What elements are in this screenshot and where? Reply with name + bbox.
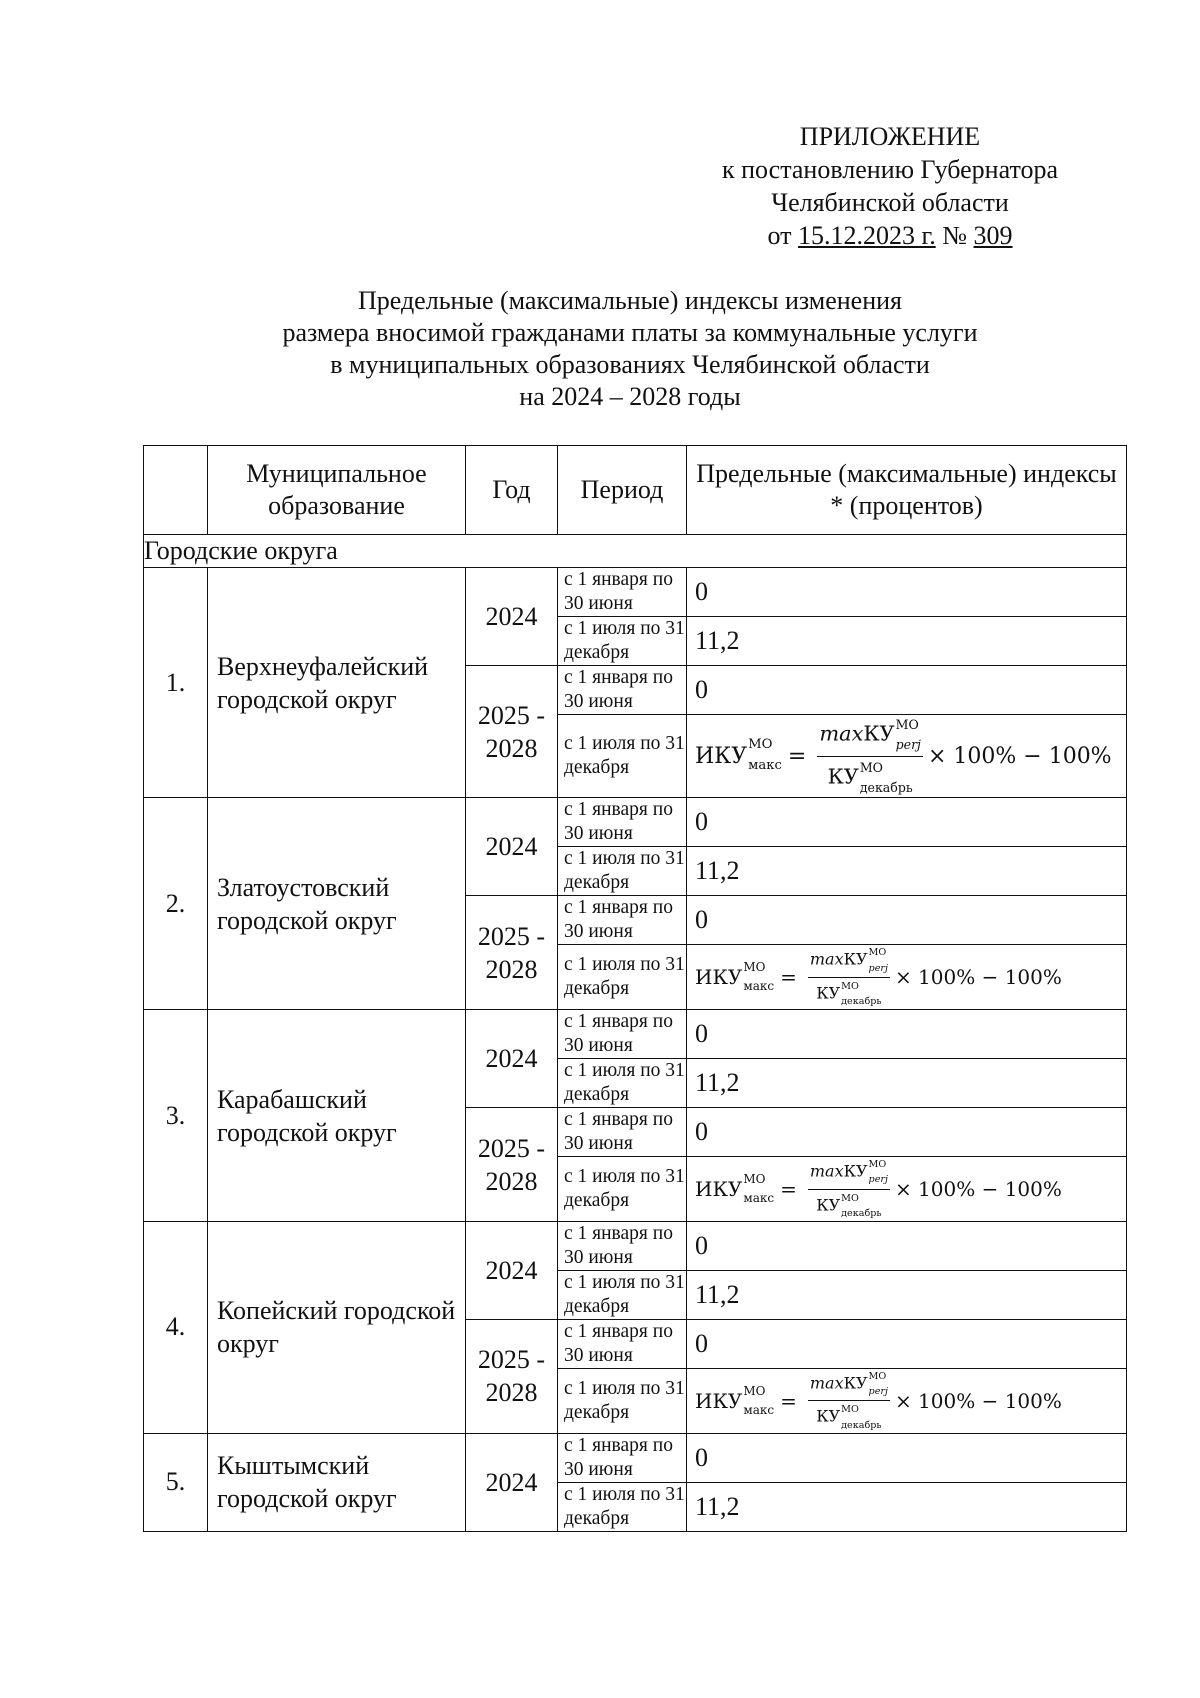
municipality-name: Кыштымский городской округ <box>208 1433 466 1531</box>
year-cell: 2024 <box>466 1433 558 1531</box>
index-value: 11,2 <box>687 1482 1127 1531</box>
formula-num-scripts <box>869 1157 888 1187</box>
formula-den-sub: декабрь <box>841 996 882 1008</box>
period-cell: с 1 января по 30 июня <box>558 1222 687 1271</box>
formula-lhs-sub: макс <box>743 1402 775 1417</box>
formula-num-scripts <box>869 1369 888 1399</box>
title-line-3: в муниципальных образованиях Челябинской области <box>330 350 930 379</box>
formula-lhs: ИКУ <box>695 1177 743 1202</box>
municipality-name: Златоустовский городской округ <box>208 798 466 1010</box>
formula-num-sup: МО <box>868 947 887 959</box>
formula-den-scripts <box>841 1191 881 1221</box>
formula-lhs-scripts <box>743 1170 774 1208</box>
formula-den-sub: декабрь <box>841 1207 882 1219</box>
table-body <box>144 568 1127 1532</box>
formula-den-scripts <box>860 758 913 798</box>
index-value: 0 <box>687 568 1127 617</box>
formula-num-sup: МО <box>868 1159 887 1171</box>
period-cell: с 1 января по 30 июня <box>558 1433 687 1482</box>
title-line-2: размера вносимой гражданами платы за коммунальные услуги <box>282 318 978 347</box>
formula-denominator <box>814 1401 883 1432</box>
formula-lhs-sup: МО <box>743 1172 766 1187</box>
formula-lhs-scripts <box>743 958 774 996</box>
period-cell: с 1 января по 30 июня <box>558 798 687 847</box>
row-number: 5. <box>144 1433 208 1531</box>
table-row <box>144 568 1127 617</box>
formula-num-scripts <box>869 945 888 975</box>
year-cell: 2025 - 2028 <box>466 1320 558 1434</box>
index-value: 11,2 <box>687 847 1127 896</box>
formula-tail: × 100% − 100% <box>927 743 1112 769</box>
formula-num-sup: МО <box>895 717 919 732</box>
formula-num-sub: perj <box>868 1174 888 1186</box>
formula-lhs-sub: макс <box>743 979 775 994</box>
period-cell: с 1 января по 30 июня <box>558 1010 687 1059</box>
index-formula-cell <box>687 715 1127 798</box>
index-formula <box>695 1369 1062 1433</box>
formula-denominator <box>826 757 915 798</box>
formula-lhs-sub: макс <box>748 758 782 774</box>
formula-denominator <box>814 978 883 1009</box>
formula-den-sub: декабрь <box>859 779 913 795</box>
period-cell: с 1 июля по 31 декабря <box>558 617 687 666</box>
row-number: 2. <box>144 798 208 1010</box>
title-line-1: Предельные (максимальные) индексы изменения <box>357 286 902 315</box>
formula-den-sub: декабрь <box>841 1419 882 1431</box>
index-formula <box>695 715 1112 797</box>
index-value: 0 <box>687 1108 1127 1157</box>
number-sign: № <box>935 221 974 250</box>
year-cell: 2024 <box>466 1010 558 1108</box>
title-line-4: на 2024 – 2028 годы <box>519 382 741 411</box>
formula-max: max <box>809 950 844 970</box>
approval-line-3: Челябинской области <box>771 188 1009 217</box>
header-year: Год <box>466 446 558 535</box>
approval-number: 309 <box>973 221 1013 250</box>
formula-equals: = <box>780 965 797 990</box>
formula-equals: = <box>787 743 807 769</box>
formula-num-scripts <box>896 715 921 755</box>
formula-fraction <box>808 1369 890 1433</box>
formula-num-sub: perj <box>868 962 888 974</box>
year-cell: 2024 <box>466 568 558 666</box>
formula-den-ku: КУ <box>816 983 841 1003</box>
index-formula-cell <box>687 1157 1127 1222</box>
formula-denominator <box>814 1190 883 1221</box>
header-num <box>144 446 208 535</box>
index-formula-cell <box>687 945 1127 1010</box>
period-cell: с 1 июля по 31 декабря <box>558 715 687 798</box>
municipality-name: Копейский городской округ <box>208 1222 466 1434</box>
formula-den-sup: МО <box>859 759 883 775</box>
formula-fraction <box>808 945 890 1009</box>
period-cell: с 1 января по 30 июня <box>558 896 687 945</box>
index-value: 0 <box>687 798 1127 847</box>
index-formula <box>695 1157 1062 1221</box>
approval-line-2: к постановлению Губернатора <box>721 155 1059 184</box>
year-cell: 2025 - 2028 <box>466 896 558 1010</box>
formula-den-ku: КУ <box>827 764 859 789</box>
formula-num-ku: КУ <box>843 1373 868 1393</box>
municipality-name: Карабашский городской округ <box>208 1010 466 1222</box>
table-row <box>144 1433 1127 1482</box>
period-cell: с 1 июля по 31 декабря <box>558 945 687 1010</box>
row-number: 4. <box>144 1222 208 1434</box>
period-cell: с 1 июля по 31 декабря <box>558 1271 687 1320</box>
formula-num-sub: perj <box>895 736 921 752</box>
table-row <box>144 1222 1127 1271</box>
period-cell: с 1 июля по 31 декабря <box>558 1369 687 1434</box>
formula-lhs-sup: МО <box>743 960 766 975</box>
index-value: 0 <box>687 1433 1127 1482</box>
period-cell: с 1 июля по 31 декабря <box>558 1157 687 1222</box>
period-cell: с 1 июля по 31 декабря <box>558 1059 687 1108</box>
year-cell: 2024 <box>466 1222 558 1320</box>
formula-lhs-sup: МО <box>748 737 773 753</box>
approval-title: ПРИЛОЖЕНИЕ <box>799 122 981 151</box>
formula-den-ku: КУ <box>816 1195 841 1215</box>
formula-num-ku: КУ <box>843 1161 868 1181</box>
formula-den-scripts <box>841 1402 881 1432</box>
index-value: 0 <box>687 666 1127 715</box>
formula-max: max <box>809 1373 844 1393</box>
period-cell: с 1 января по 30 июня <box>558 666 687 715</box>
formula-max: max <box>819 721 864 746</box>
formula-lhs: ИКУ <box>695 1388 743 1413</box>
table-row <box>144 1010 1127 1059</box>
formula-numerator <box>817 715 923 757</box>
date-prefix: от <box>767 221 798 250</box>
formula-max: max <box>809 1161 844 1181</box>
period-cell: с 1 июля по 31 декабря <box>558 847 687 896</box>
formula-den-ku: КУ <box>816 1407 841 1427</box>
group-label: Городские округа <box>144 535 1127 568</box>
document-title <box>140 285 1120 413</box>
formula-numerator <box>808 1369 890 1401</box>
municipality-name: Верхнеуфалейский городской округ <box>208 568 466 798</box>
period-cell: с 1 июля по 31 декабря <box>558 1482 687 1531</box>
formula-den-scripts <box>841 979 881 1009</box>
formula-lhs-sup: МО <box>743 1383 766 1398</box>
formula-tail: × 100% − 100% <box>894 1177 1062 1202</box>
table-header-row <box>144 446 1127 535</box>
row-number: 3. <box>144 1010 208 1222</box>
group-row <box>144 535 1127 568</box>
approval-date-line <box>680 219 1100 252</box>
index-formula <box>695 945 1062 1009</box>
approval-block <box>680 120 1100 252</box>
formula-tail: × 100% − 100% <box>894 965 1062 990</box>
index-value: 11,2 <box>687 1059 1127 1108</box>
formula-num-sup: МО <box>868 1371 887 1383</box>
formula-numerator <box>808 945 890 977</box>
formula-den-sup: МО <box>841 980 859 992</box>
formula-num-ku: КУ <box>863 721 895 746</box>
year-cell: 2024 <box>466 798 558 896</box>
approval-date: 15.12.2023 г. <box>797 221 936 250</box>
year-cell: 2025 - 2028 <box>466 1108 558 1222</box>
formula-num-ku: КУ <box>843 950 868 970</box>
formula-den-sup: МО <box>841 1404 859 1416</box>
indices-table <box>143 445 1127 1532</box>
formula-lhs-sub: макс <box>743 1191 775 1206</box>
period-cell: с 1 января по 30 июня <box>558 1320 687 1369</box>
formula-lhs-scripts <box>748 735 782 777</box>
formula-lhs: ИКУ <box>695 743 748 769</box>
formula-fraction <box>817 715 923 797</box>
formula-numerator <box>808 1157 890 1189</box>
formula-equals: = <box>780 1177 797 1202</box>
header-period: Период <box>558 446 687 535</box>
formula-den-sup: МО <box>841 1192 859 1204</box>
index-value: 11,2 <box>687 617 1127 666</box>
year-cell: 2025 - 2028 <box>466 666 558 798</box>
table-row <box>144 798 1127 847</box>
index-value: 0 <box>687 896 1127 945</box>
index-value: 11,2 <box>687 1271 1127 1320</box>
formula-lhs: ИКУ <box>695 965 743 990</box>
row-number: 1. <box>144 568 208 798</box>
header-municipality: Муниципальное образование <box>208 446 466 535</box>
index-value: 0 <box>687 1320 1127 1369</box>
formula-num-sub: perj <box>868 1386 888 1398</box>
period-cell: с 1 января по 30 июня <box>558 568 687 617</box>
formula-fraction <box>808 1157 890 1221</box>
formula-lhs-scripts <box>743 1382 774 1420</box>
formula-equals: = <box>780 1388 797 1413</box>
index-value: 0 <box>687 1010 1127 1059</box>
formula-tail: × 100% − 100% <box>894 1388 1062 1413</box>
index-formula-cell <box>687 1369 1127 1434</box>
header-index: Предельные (максимальные) индексы * (процентов) <box>687 446 1127 535</box>
period-cell: с 1 января по 30 июня <box>558 1108 687 1157</box>
index-value: 0 <box>687 1222 1127 1271</box>
